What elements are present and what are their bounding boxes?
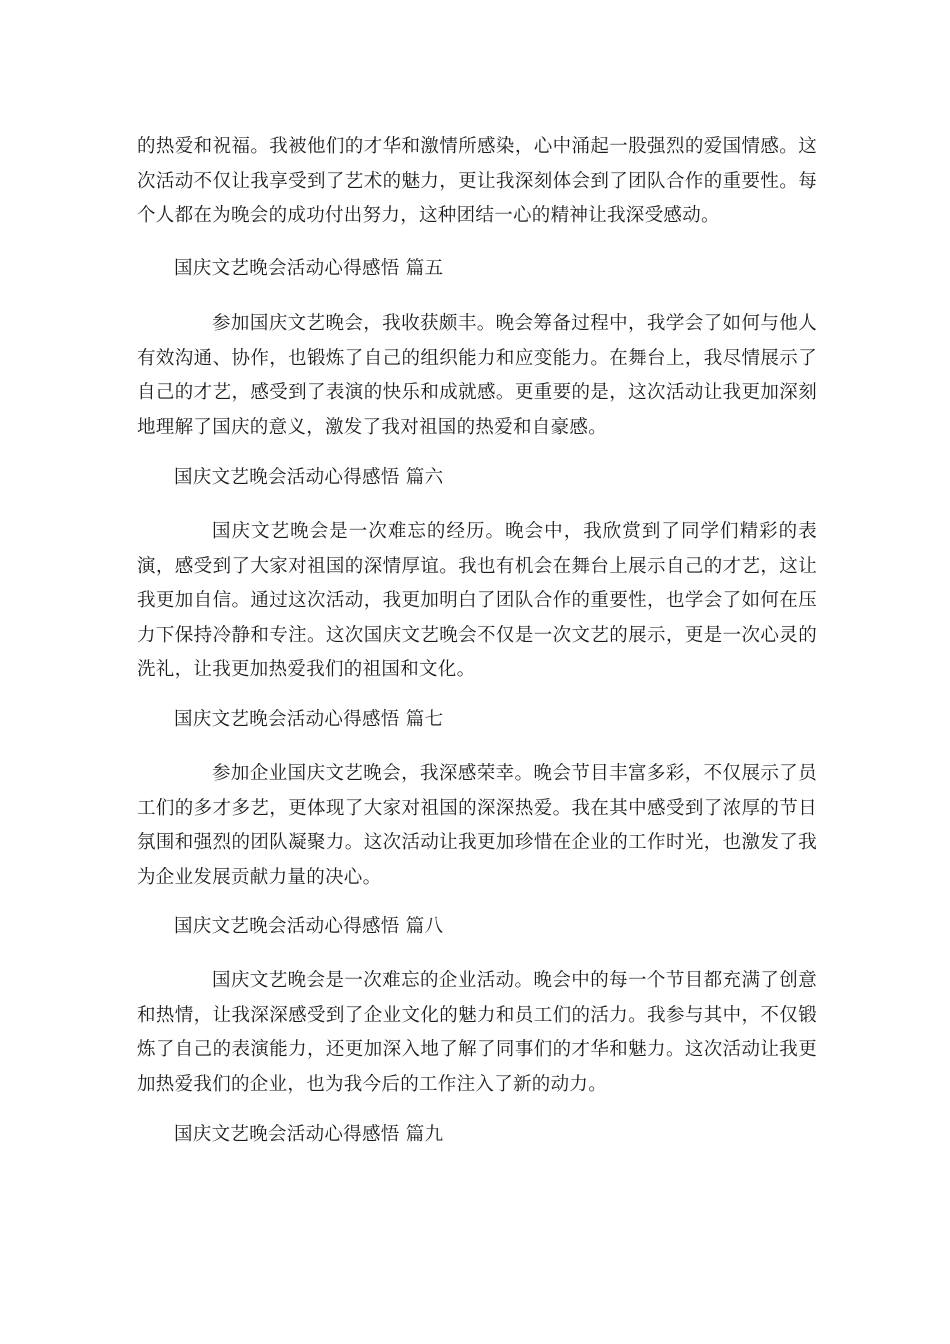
paragraph-8: 国庆文艺晚会是一次难忘的企业活动。晚会中的每一个节目都充满了创意和热情，让我深深感受到了企业文化的魅力和员工们的活力。我参与其中，不仅锻炼了自己的表演能力，还更加深入地了解了同事们的才华和魅力。这次活动让我更加热爱我们的企业，也为我今后的工作注入了新的动力。 [137, 970, 817, 1095]
paragraph-7: 参加企业国庆文艺晚会，我深感荣幸。晚会节目丰富多彩，不仅展示了员工们的多才多艺，更体现了大家对祖国的深深热爱。我在其中感受到了浓厚的节日氛围和强烈的团队凝聚力。这次活动让我更加珍惜在企业的工作时光，也激发了我为企业发展贡献力量的决心。 [137, 763, 817, 888]
section-heading-6: 国庆文艺晚会活动心得感悟 篇六 [174, 467, 444, 488]
paragraph-6: 国庆文艺晚会是一次难忘的经历。晚会中，我欣赏到了同学们精彩的表演，感受到了大家对祖国的深情厚谊。我也有机会在舞台上展示自己的才艺，这让我更加自信。通过这次活动，我更加明白了团队合作的重要性，也学会了如何在压力下保持冷静和专注。这次国庆文艺晚会不仅是一次文艺的展示，更是一次心灵的洗礼，让我更加热爱我们的祖国和文化。 [137, 521, 817, 680]
paragraph-5: 参加国庆文艺晚会，我收获颇丰。晚会筹备过程中，我学会了如何与他人有效沟通、协作，也锻炼了自己的组织能力和应变能力。在舞台上，我尽情展示了自己的才艺，感受到了表演的快乐和成就感。更重要的是，这次活动让我更加深刻地理解了国庆的意义，激发了我对祖国的热爱和自豪感。 [137, 313, 817, 438]
paragraph-continued: 的热爱和祝福。我被他们的才华和激情所感染，心中涌起一股强烈的爱国情感。这次活动不仅让我享受到了艺术的魅力，更让我深刻体会到了团队合作的重要性。每个人都在为晚会的成功付出努力，这种团结一心的精神让我深受感动。 [137, 136, 817, 226]
section-heading-9: 国庆文艺晚会活动心得感悟 篇九 [174, 1124, 444, 1145]
section-heading-8: 国庆文艺晚会活动心得感悟 篇八 [174, 916, 444, 937]
section-heading-7: 国庆文艺晚会活动心得感悟 篇七 [174, 709, 444, 730]
section-heading-5: 国庆文艺晚会活动心得感悟 篇五 [174, 258, 444, 279]
